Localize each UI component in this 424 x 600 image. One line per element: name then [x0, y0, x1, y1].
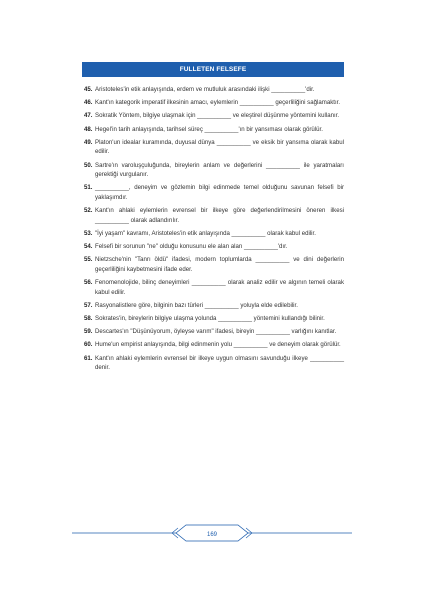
- question-number: 52.: [84, 207, 93, 215]
- question-item: [84, 354, 344, 373]
- question-number: 61.: [84, 354, 93, 362]
- question-text: Kant'ın kategorik imperatif ilkesinin amacı, eylemlerin __________ geçerliliğini sağlamaktır.: [95, 99, 341, 107]
- question-item: [84, 327, 344, 337]
- question-item: [84, 242, 344, 252]
- question-item: [84, 111, 344, 121]
- question-number: 59.: [84, 328, 93, 336]
- question-text: Sokratik Yöntem, bilgiye ulaşmak için __________ ve eleştirel düşünme yöntemini kullanır.: [95, 112, 340, 120]
- question-text: Nietzsche'nin "Tanrı öldü" ifadesi, modern toplumlarda __________ ve dini değerlerin geçerliliğini kaybetmesini ifade eder.: [95, 256, 344, 273]
- question-number: 49.: [84, 138, 93, 146]
- question-number: 60.: [84, 341, 93, 349]
- question-text: Kant'ın ahlaki eylemlerin evrensel bir ilkeye göre değerlendirilmesini öneren ilkesi __________ olarak adlandırılır.: [95, 207, 344, 224]
- question-item: [84, 161, 344, 180]
- question-number: 58.: [84, 315, 93, 322]
- question-number: 57.: [84, 301, 93, 309]
- section-title: FULLETEN FELSEFE: [179, 66, 247, 73]
- question-item: [84, 85, 344, 95]
- question-item: [84, 138, 344, 157]
- question-item: [84, 98, 344, 108]
- question-item: [84, 255, 344, 274]
- question-item: [84, 278, 344, 297]
- question-item: [84, 229, 344, 239]
- question-number: 48.: [84, 125, 93, 133]
- question-text: Hegel'in tarih anlayışında, tarihsel süreç __________'ın bir yansıması olarak görülür.: [95, 125, 323, 133]
- question-text: Kant'ın ahlaki eylemlerin evrensel bir ilkeye uygun olmasını savunduğu ilkeye __________ denir.: [95, 354, 344, 372]
- question-text: Sokrates'in, bireylerin bilgiye ulaşma yolunda __________ yöntemini kullandığı bilinir.: [95, 315, 325, 322]
- question-number: 54.: [84, 243, 93, 251]
- question-item: [84, 206, 344, 225]
- question-item: [84, 314, 344, 324]
- question-number: 46.: [84, 99, 93, 107]
- page-number: 169: [206, 532, 217, 538]
- question-item: [84, 125, 344, 135]
- question-text: Descartes'ın "Düşünüyorum, öyleyse varım" ifadesi, bireyin __________ varlığını kanıtlar.: [95, 328, 337, 336]
- question-number: 53.: [84, 229, 93, 237]
- question-text: Aristoteles'in etik anlayışında, erdem ve mutluluk arasındaki ilişki __________'dir.: [95, 86, 315, 93]
- question-item: [84, 183, 344, 202]
- question-number: 51.: [84, 184, 93, 192]
- question-number: 45.: [84, 86, 93, 93]
- question-number: 50.: [84, 161, 93, 169]
- section-header: [82, 62, 344, 77]
- question-text: Hume'un empirist anlayışında, bilgi edinmenin yolu __________ ve deneyim olarak görülür.: [95, 341, 341, 349]
- question-list: [84, 85, 344, 376]
- question-item: [84, 301, 344, 311]
- question-text: Rasyonalistlere göre, bilginin bazı türleri __________ yoluyla elde edilebilir.: [95, 301, 298, 309]
- question-text: Felsefi bir sorunun "ne" olduğu konusunu ele alan alan __________'dır.: [95, 243, 288, 251]
- question-number: 55.: [84, 256, 93, 264]
- question-text: "İyi yaşam" kavramı, Aristoteles'in etik anlayışında __________ olarak kabul edilir.: [95, 229, 316, 237]
- question-number: 47.: [84, 112, 93, 120]
- question-text: Sartre'ın varoluşçuluğunda, bireylerin anlam ve değerlerini __________ ile yaratmaları gerektiği vurgulanır.: [95, 161, 344, 179]
- question-number: 56.: [84, 279, 93, 287]
- question-text: Platon'un idealar kuramında, duyusal dünya __________ ve eksik bir yansıma olarak kabul edilir.: [95, 138, 344, 156]
- question-item: [84, 340, 344, 350]
- question-text: Fenomenolojide, bilinç deneyimleri __________ olarak analiz edilir ve algının temeli olarak kabul edilir.: [95, 279, 344, 296]
- question-text: __________, deneyim ve gözlemin bilgi edinmede temel olduğunu savunan felsefi bir yaklaşımdır.: [95, 184, 344, 201]
